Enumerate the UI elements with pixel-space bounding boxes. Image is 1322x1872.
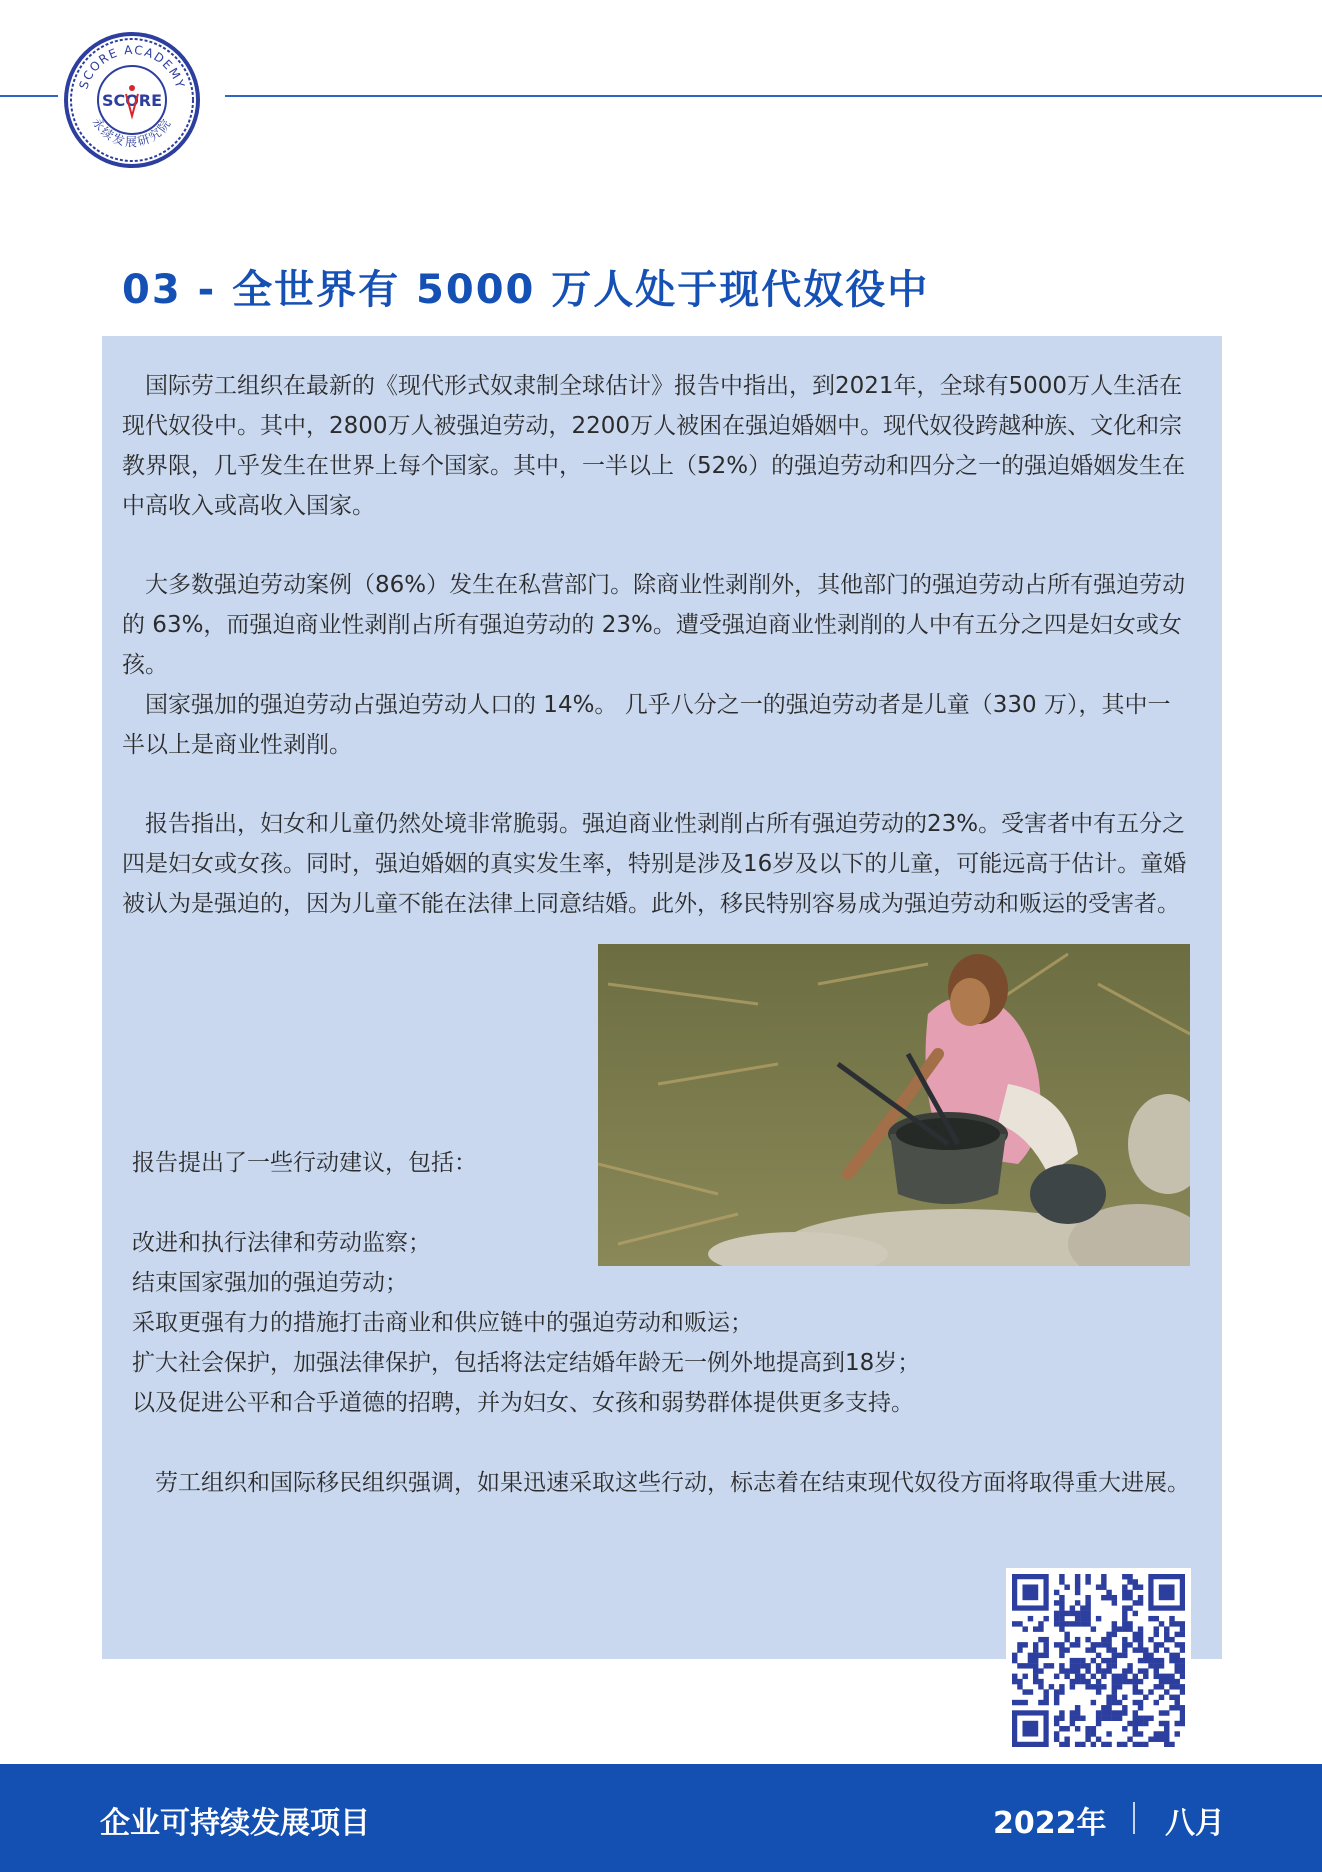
footer-year: 2022年 xyxy=(993,1806,1107,1841)
svg-text:SCORE ACADEMY: SCORE ACADEMY xyxy=(76,42,188,91)
paragraph-6: 劳工组织和国际移民组织强调，如果迅速采取这些行动，标志着在结束现代奴役方面将取得重大进展。 xyxy=(155,1470,1190,1496)
list-item: 以及促进公平和合乎道德的招聘，并为妇女、女孩和弱势群体提供更多支持。 xyxy=(132,1390,914,1416)
paragraph-2: 大多数强迫劳动案例（86%）发生在私营部门。除商业性剥削外，其他部门的强迫劳动占所有强迫劳动的 63%，而强迫商业性剥削占所有强迫劳动的 23%。遭受强迫商业性剥削的人中有五分之四是妇女或女孩。 xyxy=(122,572,1186,678)
article-title: 03 - 全世界有 5000 万人处于现代奴役中 xyxy=(122,267,930,313)
footer-month: 八月 xyxy=(1165,1806,1225,1841)
girl-at-water-photo xyxy=(598,944,1190,1266)
list-item: 改进和执行法律和劳动监察； xyxy=(132,1230,431,1256)
paragraph-1: 国际劳工组织在最新的《现代形式奴隶制全球估计》报告中指出，到2021年，全球有5000万人生活在现代奴役中。其中，2800万人被强迫劳动，2200万人被困在强迫婚姻中。现代奴役跨越种族、文化和宗教界限，几乎发生在世界上每个国家。其中，一半以上（52%）的强迫劳动和四分之一的强迫婚姻发生在中高收入或高收入国家。 xyxy=(122,373,1186,519)
footer-divider xyxy=(1133,1802,1135,1834)
paragraph-4: 报告指出，妇女和儿童仍然处境非常脆弱。强迫商业性剥削占所有强迫劳动的23%。受害者中有五分之四是妇女或女孩。同时，强迫婚姻的真实发生率，特别是涉及16岁及以下的儿童，可能远高于估计。童婚被认为是强迫的，因为儿童不能在法律上同意结婚。此外，移民特别容易成为强迫劳动和贩运的受害者。 xyxy=(122,811,1187,917)
paragraph-5: 报告提出了一些行动建议，包括： xyxy=(132,1150,477,1176)
recommendations-list xyxy=(132,1223,1222,1423)
list-item: 采取更强有力的措施打击商业和供应链中的强迫劳动和贩运； xyxy=(132,1310,753,1336)
header-rule-right xyxy=(225,95,1322,97)
list-item: 结束国家强加的强迫劳动； xyxy=(132,1270,408,1296)
score-academy-logo xyxy=(62,30,202,170)
paragraph-3: 国家强加的强迫劳动占强迫劳动人口的 14%。 几乎八分之一的强迫劳动者是儿童（330 万），其中一半以上是商业性剥削。 xyxy=(122,692,1171,758)
list-item: 扩大社会保护，加强法律保护，包括将法定结婚年龄无一例外地提高到18岁； xyxy=(132,1350,921,1376)
qr-code[interactable] xyxy=(1006,1568,1191,1753)
footer-project-name: 企业可持续发展项目 xyxy=(100,1806,370,1841)
svg-text:SCORE: SCORE xyxy=(101,91,163,110)
svg-text:永续发展研究院: 永续发展研究院 xyxy=(89,115,175,149)
header-rule-left xyxy=(0,95,58,97)
